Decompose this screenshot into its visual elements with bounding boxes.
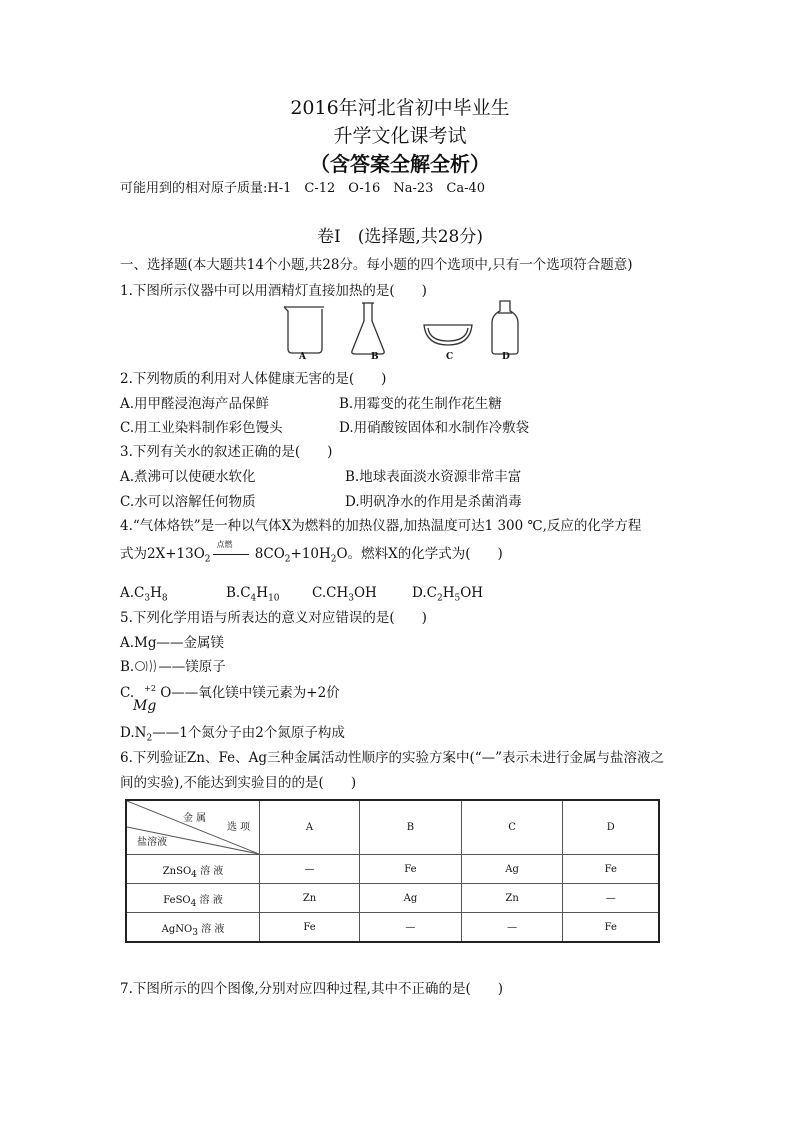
evaporating-dish-icon (424, 325, 472, 345)
q5-c-mg: Mg (133, 698, 157, 714)
q1-apparatus-figure (278, 299, 538, 359)
q1-label-b: B (371, 352, 379, 362)
cell: Fe (563, 913, 659, 943)
q1-label-a: A (299, 352, 306, 362)
row-label-agno3: AgNO$_3$ 溶 液 (126, 913, 260, 943)
q6-line2: 间的实验),不能达到实验目的的是( ) (120, 775, 357, 791)
q3-stem: 3.下列有关水的叙述正确的是( ) (120, 444, 333, 460)
column-header-b: B (360, 800, 462, 855)
section-title: 卷Ⅰ (选择题,共28分) (316, 227, 483, 247)
cell: Ag (461, 855, 563, 884)
q5-option-c: C. $^{+2}$ O——氧化镁中镁元素为+2价 (120, 684, 340, 701)
q1-label-d: D (502, 352, 510, 362)
cell: — (260, 855, 360, 884)
q4-eq-product2: +10H (290, 546, 331, 562)
q4-option-a: $A.C_3H_8$ (120, 585, 168, 604)
q4-eq-condition: 点燃 (216, 540, 233, 549)
atomic-mass-note: 可能用到的相对原子质量:H-1 C-12 O-16 Na-23 Ca-40 (120, 181, 486, 196)
table-row (126, 884, 659, 913)
q4-option-b: $B.C_4H_{10}$ (226, 585, 280, 604)
exam-title: 2016年河北省初中毕业生 (290, 97, 510, 119)
reagent-bottle-icon (492, 301, 518, 354)
q3-option-c: C.水可以溶解任何物质 (120, 494, 256, 510)
q3-option-a: A.煮沸可以使硬水软化 (120, 469, 256, 485)
q2-option-b: B.用霉变的花生制作花生糖 (339, 396, 502, 412)
q4-option-c: $C.CH_3OH$ (312, 585, 377, 604)
q1-label-c: C (446, 352, 454, 362)
mg-atom-structure-icon (134, 659, 158, 673)
beaker-icon (284, 307, 324, 353)
column-header-c: C (461, 800, 563, 855)
exam-subtitle-answers: （含答案全解全析） (310, 152, 490, 176)
q1-stem: 1.下图所示仪器中可以用酒精灯直接加热的是( ) (120, 283, 427, 299)
table-row (126, 913, 659, 943)
corner-metal-label: 金 属 (183, 813, 207, 824)
table-header-row (126, 800, 659, 855)
cell: Ag (360, 884, 462, 913)
q4-eq-question: O。燃料X的化学式为( ) (336, 546, 503, 562)
q5-option-b: B. ——镁原子 (120, 659, 226, 675)
q3-option-b: B.地球表面淡水资源非常丰富 (345, 469, 522, 485)
q2-option-c: C.用工业染料制作彩色馒头 (120, 420, 283, 436)
cell: Fe (260, 913, 360, 943)
row-label-znso4: ZnSO$_4$ 溶 液 (126, 855, 260, 884)
corner-solution-label: 盐溶液 (137, 837, 167, 848)
cell: Fe (360, 855, 462, 884)
row-label-feso4: FeSO$_4$ 溶 液 (126, 884, 260, 913)
q5-stem: 5.下列化学用语与所表达的意义对应错误的是( ) (120, 610, 427, 626)
q5-option-d: $D.N_2——1$个氮分子由2个氮原子构成 (120, 725, 345, 744)
q4-line1: 4.“气体烙铁”是一种以气体X为燃料的加热仪器,加热温度可达1 300 ℃,反应的化学方程 (120, 518, 642, 534)
column-header-a: A (260, 800, 360, 855)
q7-stem: 7.下图所示的四个图像,分别对应四种过程,其中不正确的是( ) (120, 981, 503, 997)
q5-option-a: A.Mg——金属镁 (120, 635, 225, 651)
column-header-d: D (563, 800, 659, 855)
table-row (126, 855, 659, 884)
q2-option-a: A.用甲醛浸泡海产品保鲜 (120, 396, 270, 412)
conical-flask-icon (352, 303, 384, 354)
q4-option-d: $D.C_2H_5OH$ (412, 585, 484, 604)
table-corner-cell (126, 800, 260, 855)
q4-eq-product1: 8CO (250, 546, 285, 562)
q2-stem: 2.下列物质的利用对人体健康无害的是( ) (120, 371, 387, 387)
q2-option-d: D.用硝酸铵固体和水制作冷敷袋 (339, 420, 530, 436)
cell: — (461, 913, 563, 943)
cell: Zn (260, 884, 360, 913)
cell: — (563, 884, 659, 913)
q6-line1: 6.下列验证Zn、Fe、Ag三种金属活动性顺序的实验方案中(“—”表示未进行金属与盐溶液之 (120, 750, 665, 766)
cell: Zn (461, 884, 563, 913)
q4-eq-reactants: 式为2X+13O (120, 546, 205, 562)
q4-equation: 式为$2X+13O_2$ 点燃 $8CO_2+10H_2O$。燃料X的化学式为( ) (120, 545, 503, 563)
cell: — (360, 913, 462, 943)
section-intro: 一、选择题(本大题共14个小题,共28分。每小题的四个选项中,只有一个选项符合题意) (120, 257, 633, 273)
q6-experiment-table (125, 799, 660, 943)
corner-option-label: 选 项 (227, 822, 251, 833)
exam-subtitle: 升学文化课考试 (333, 125, 467, 147)
q3-option-d: D.明矾净水的作用是杀菌消毒 (345, 494, 522, 510)
q5-c-valence: +2 (144, 684, 156, 693)
cell: Fe (563, 855, 659, 884)
